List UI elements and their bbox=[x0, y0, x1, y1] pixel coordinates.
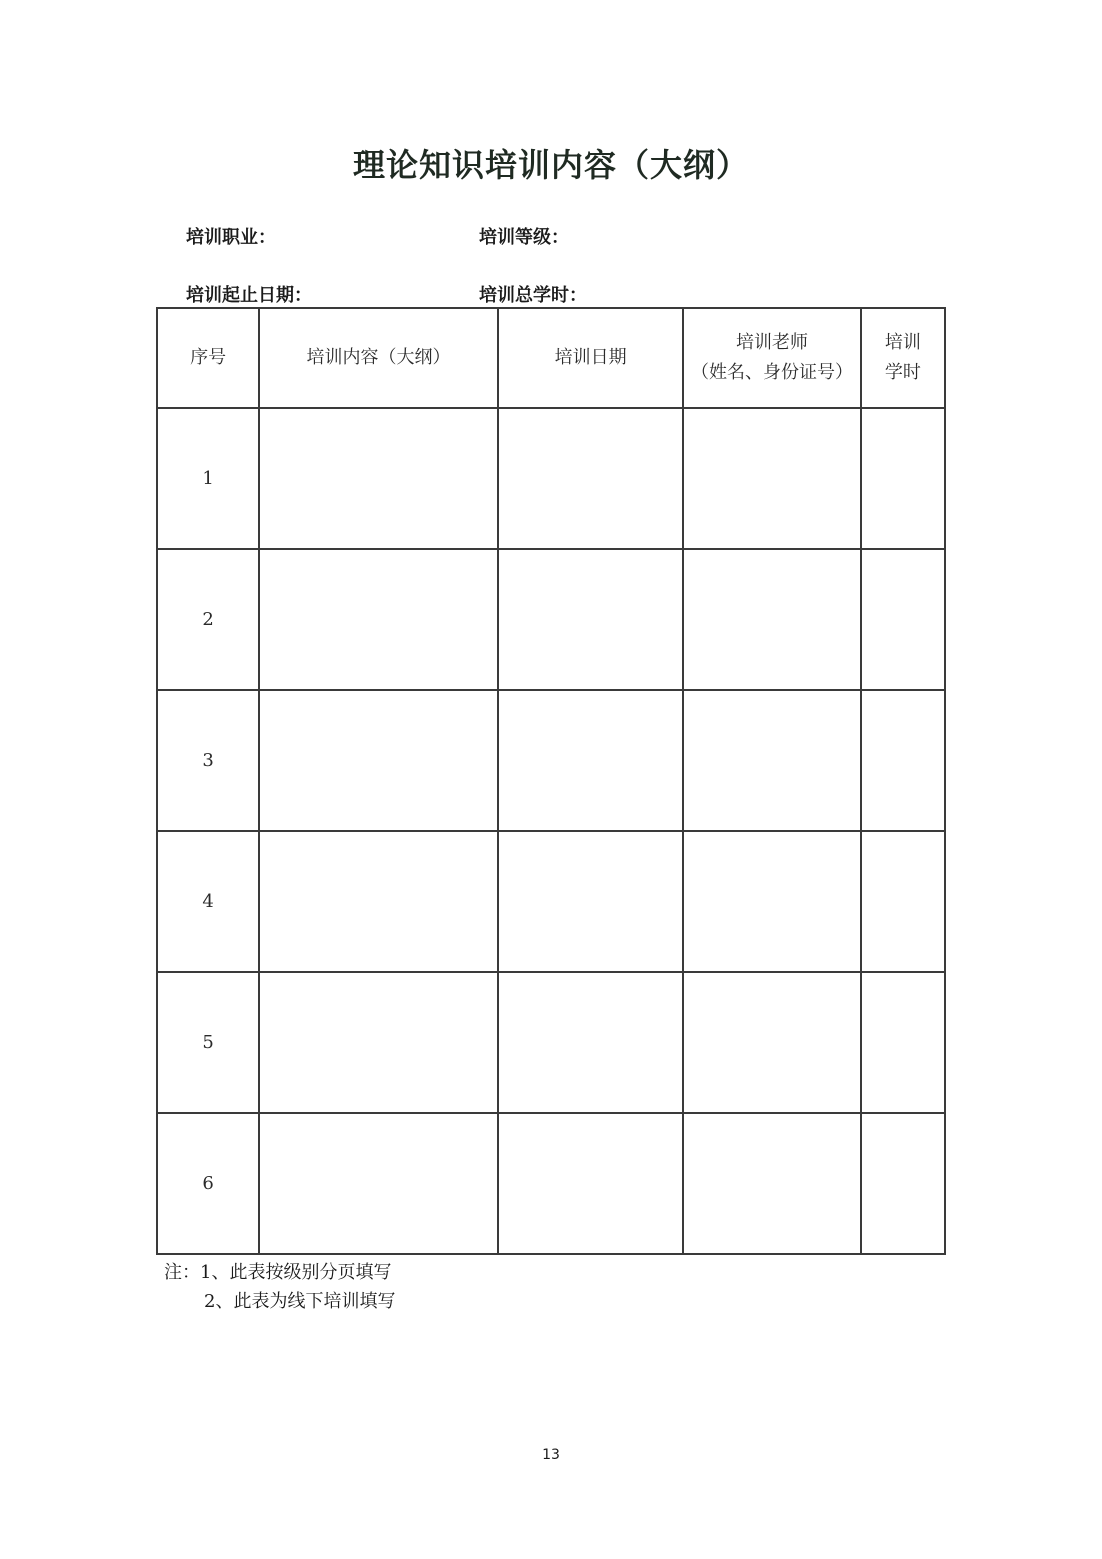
cell-seq: 3 bbox=[157, 690, 259, 831]
field-total-hours-label: 培训总学时： bbox=[479, 285, 587, 306]
cell-hours[interactable] bbox=[861, 1113, 945, 1254]
cell-date[interactable] bbox=[498, 831, 683, 972]
table-row bbox=[157, 408, 945, 549]
table-header-row bbox=[157, 308, 945, 408]
cell-seq: 5 bbox=[157, 972, 259, 1113]
cell-content[interactable] bbox=[259, 831, 498, 972]
cell-content[interactable] bbox=[259, 1113, 498, 1254]
cell-hours[interactable] bbox=[861, 972, 945, 1113]
header-hours-line2: 学时 bbox=[884, 362, 921, 383]
cell-seq: 1 bbox=[157, 408, 259, 549]
cell-hours[interactable] bbox=[861, 408, 945, 549]
cell-teacher[interactable] bbox=[683, 549, 860, 690]
cell-hours[interactable] bbox=[861, 690, 945, 831]
cell-date[interactable] bbox=[498, 690, 683, 831]
cell-teacher[interactable] bbox=[683, 408, 860, 549]
header-hours bbox=[861, 308, 945, 408]
cell-seq: 6 bbox=[157, 1113, 259, 1254]
field-level-label: 培训等级： bbox=[479, 227, 569, 248]
cell-seq: 4 bbox=[157, 831, 259, 972]
cell-content[interactable] bbox=[259, 972, 498, 1113]
cell-content[interactable] bbox=[259, 690, 498, 831]
header-content: 培训内容（大纲） bbox=[259, 308, 498, 408]
table-row bbox=[157, 549, 945, 690]
table-row bbox=[157, 831, 945, 972]
cell-teacher[interactable] bbox=[683, 831, 860, 972]
notes bbox=[164, 1258, 395, 1316]
header-date: 培训日期 bbox=[498, 308, 683, 408]
field-dates-label: 培训起止日期： bbox=[186, 285, 312, 306]
cell-teacher[interactable] bbox=[683, 690, 860, 831]
header-hours-line1: 培训 bbox=[884, 332, 921, 353]
field-occupation-label: 培训职业： bbox=[186, 227, 276, 248]
cell-date[interactable] bbox=[498, 1113, 683, 1254]
cell-date[interactable] bbox=[498, 549, 683, 690]
header-teacher-line1: 培训老师 bbox=[736, 332, 809, 353]
cell-date[interactable] bbox=[498, 972, 683, 1113]
cell-hours[interactable] bbox=[861, 831, 945, 972]
cell-content[interactable] bbox=[259, 408, 498, 549]
cell-teacher[interactable] bbox=[683, 1113, 860, 1254]
note-line-1: 注：1、此表按级别分页填写 bbox=[164, 1262, 392, 1283]
table-row bbox=[157, 1113, 945, 1254]
table-row bbox=[157, 972, 945, 1113]
table-row bbox=[157, 690, 945, 831]
cell-seq: 2 bbox=[157, 549, 259, 690]
header-seq: 序号 bbox=[157, 308, 259, 408]
header-teacher-line2: （姓名、身份证号） bbox=[691, 362, 854, 383]
training-outline-table bbox=[156, 307, 946, 1255]
note-line-2: 2、此表为线下培训填写 bbox=[204, 1291, 396, 1312]
cell-hours[interactable] bbox=[861, 549, 945, 690]
page-number: 13 bbox=[542, 1447, 560, 1463]
cell-date[interactable] bbox=[498, 408, 683, 549]
cell-content[interactable] bbox=[259, 549, 498, 690]
header-teacher bbox=[683, 308, 860, 408]
cell-teacher[interactable] bbox=[683, 972, 860, 1113]
page-title: 理论知识培训内容（大纲） bbox=[352, 146, 749, 184]
